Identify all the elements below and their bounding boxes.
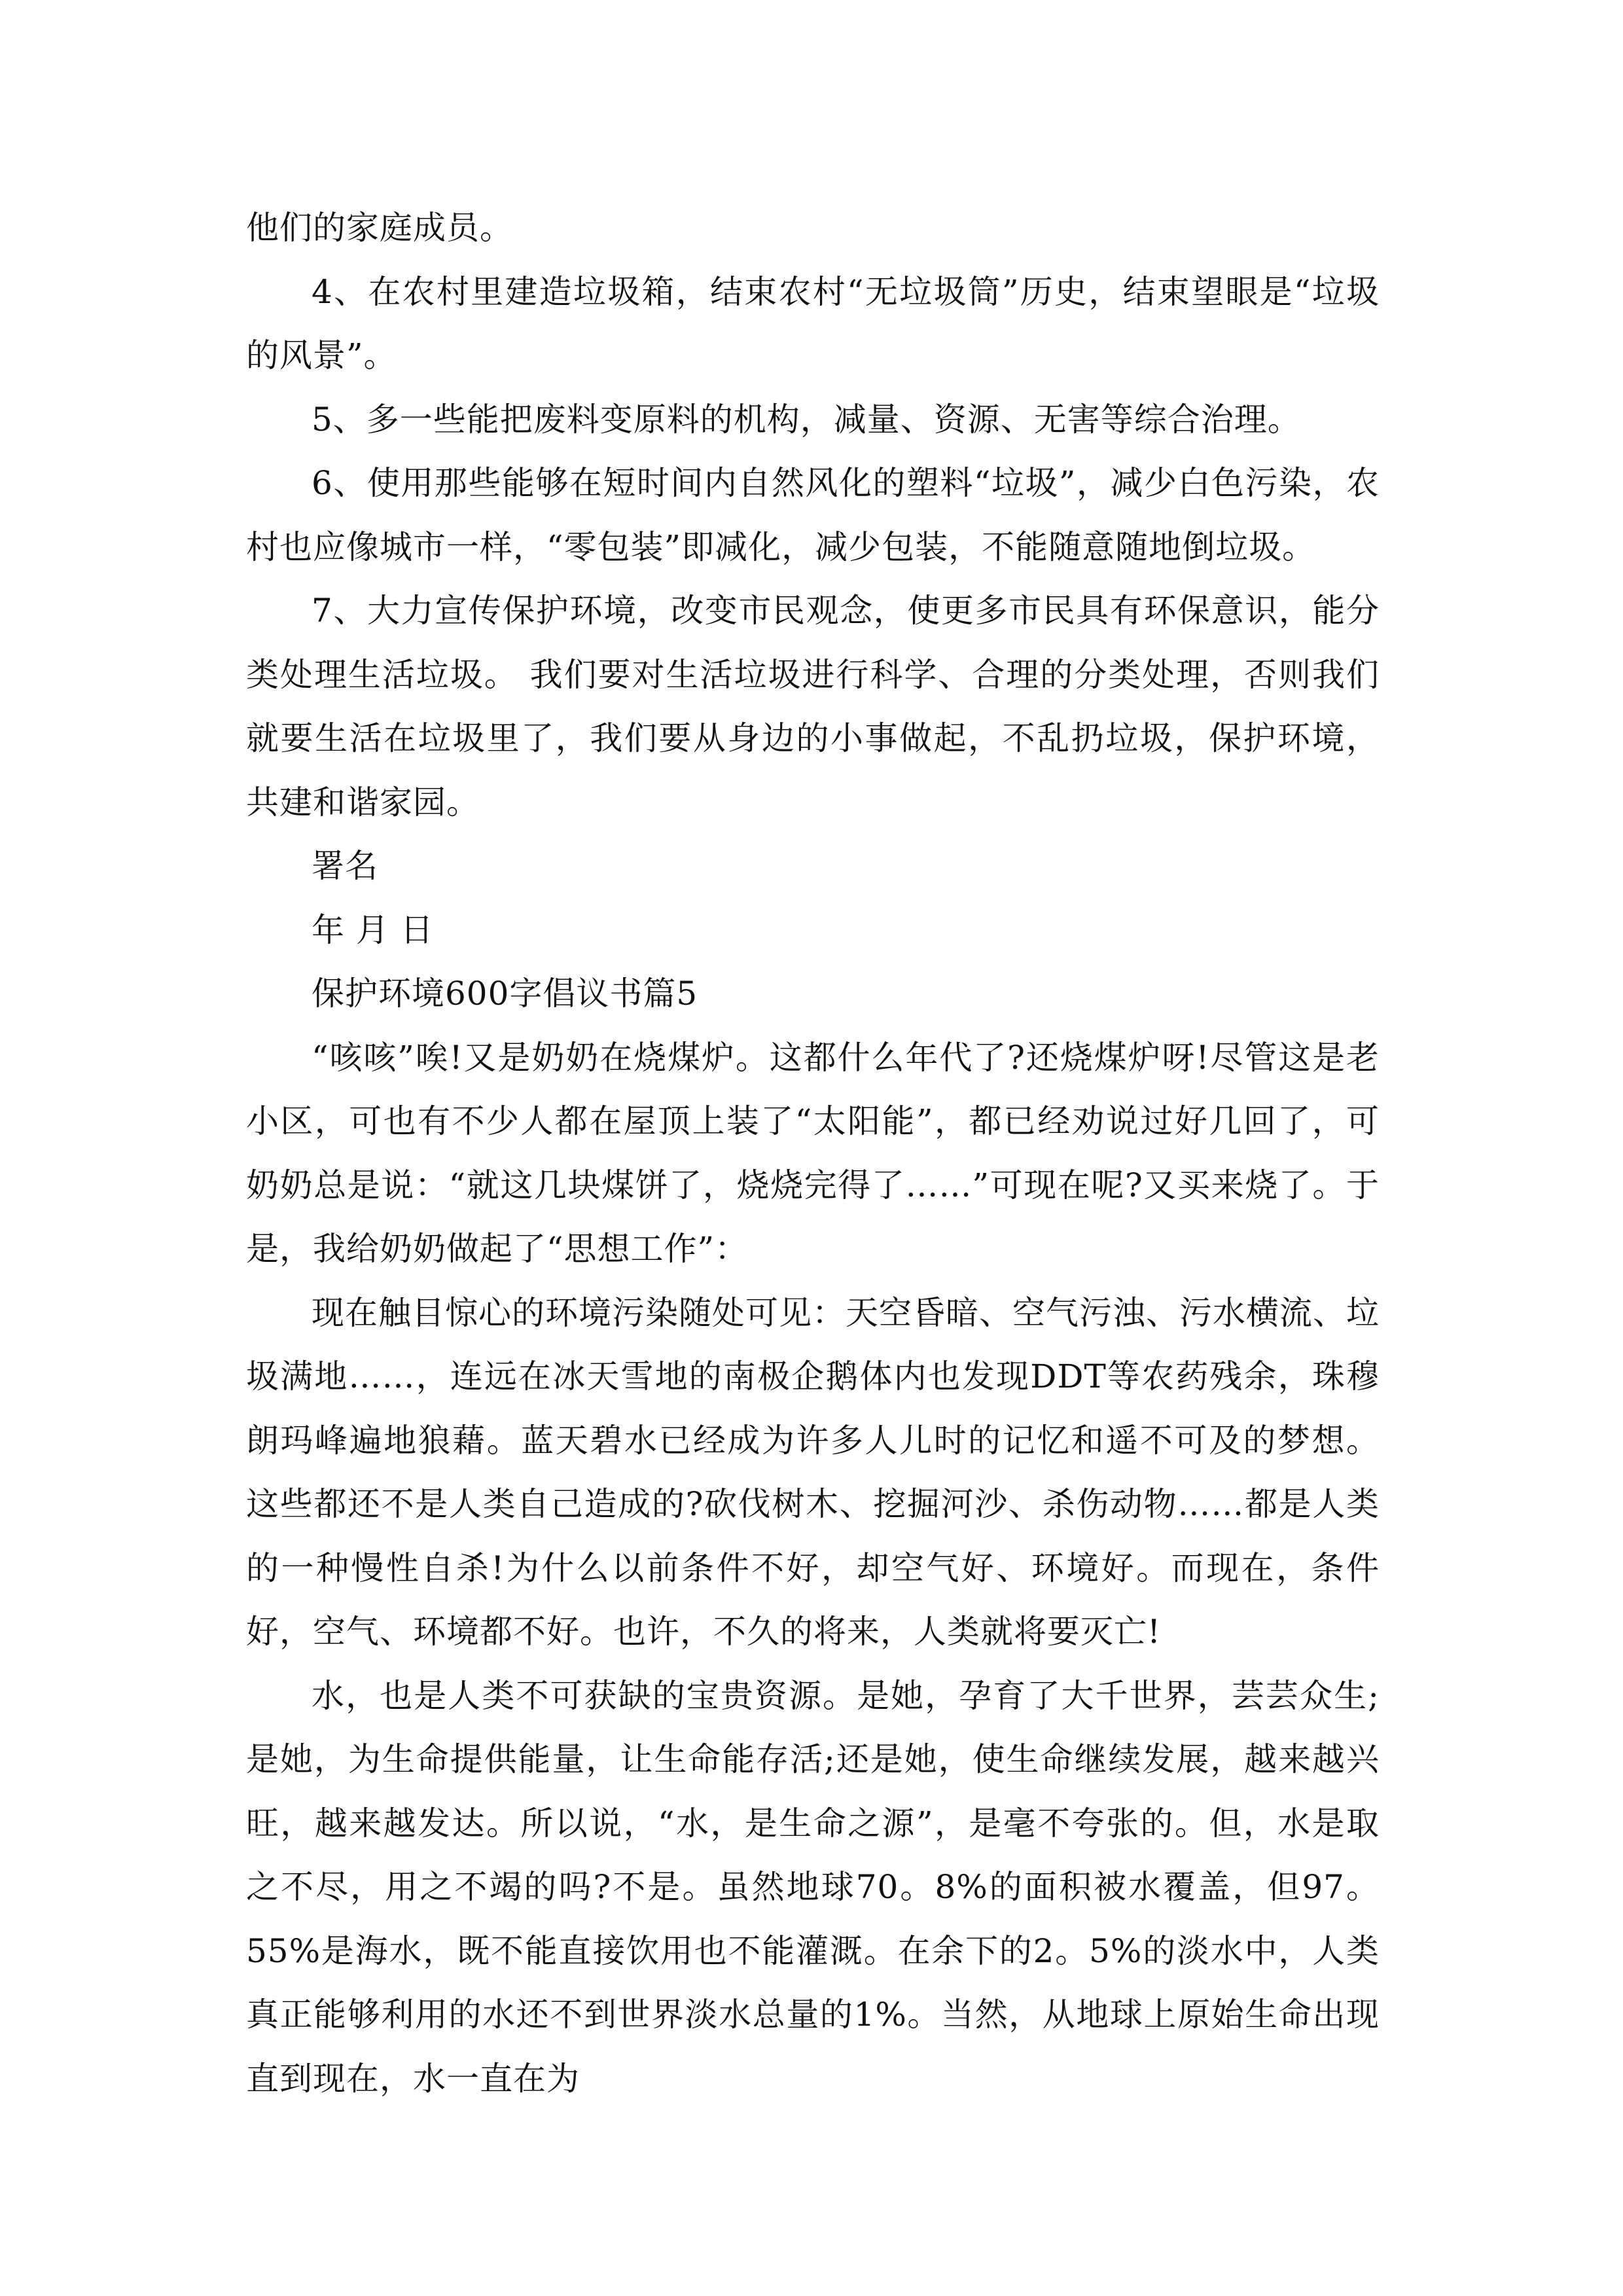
paragraph: 他们的家庭成员。 [246,209,513,247]
date-label: 年 月 日 [312,910,434,949]
paragraph: 5、多一些能把废料变原料的机构，减量、资源、无害等综合治理。 [312,400,1301,439]
paragraph: “咳咳”唉!又是奶奶在烧煤炉。这都什么年代了?还烧煤炉呀!尽管这是老小区，可也有不少人都在屋顶上装了“太阳能”，都已经劝说过好几回了，可奶奶总是说：“就这几块煤饼了，烧烧完得了……”可现在呢?又买来烧了。于是，我给奶奶做起了“思想工作”： [246,1038,1380,1268]
document-body [246,196,1380,2111]
paragraph: 水，也是人类不可获缺的宝贵资源。是她，孕育了大千世界，芸芸众生;是她，为生命提供能量，让生命能存活;还是她，使生命继续发展，越来越兴旺，越来越发达。所以说，“水，是生命之源”，是毫不夸张的。但，水是取之不尽，用之不竭的吗?不是。虽然地球70。8%的面积被水覆盖，但97。55%是海水，既不能直接饮用也不能灌溉。在余下的2。5%的淡水中，人类真正能够利用的水还不到世界淡水总量的1%。当然，从地球上原始生命出现直到现在，水一直在为 [246,1676,1380,2098]
paragraph: 4、在农村里建造垃圾箱，结束农村“无垃圾筒”历史，结束望眼是“垃圾的风景”。 [246,272,1380,374]
signature-label: 署名 [312,847,378,885]
paragraph: 7、大力宣传保护环境，改变市民观念，使更多市民具有环保意识，能分类处理生活垃圾。 我们要对生活垃圾进行科学、合理的分类处理，否则我们就要生活在垃圾里了，我们要从身边的小事做起，不乱扔垃圾，保护环境，共建和谐家园。 [246,592,1380,821]
paragraph: 现在触目惊心的环境污染随处可见：天空昏暗、空气污浊、污水横流、垃圾满地……，连远在冰天雪地的南极企鹅体内也发现DDT等农药残余，珠穆朗玛峰遍地狼藉。蓝天碧水已经成为许多人儿时的记忆和遥不可及的梦想。这些都还不是人类自己造成的?砍伐树木、挖掘河沙、杀伤动物……都是人类的一种慢性自杀!为什么以前条件不好，却空气好、环境好。而现在，条件好，空气、环境都不好。也许，不久的将来，人类就将要灭亡! [246,1293,1380,1651]
section-title: 保护环境600字倡议书篇5 [312,975,698,1013]
paragraph: 6、使用那些能够在短时间内自然风化的塑料“垃圾”，减少白色污染，农村也应像城市一样，“零包装”即减化，减少包装，不能随意随地倒垃圾。 [246,464,1380,566]
